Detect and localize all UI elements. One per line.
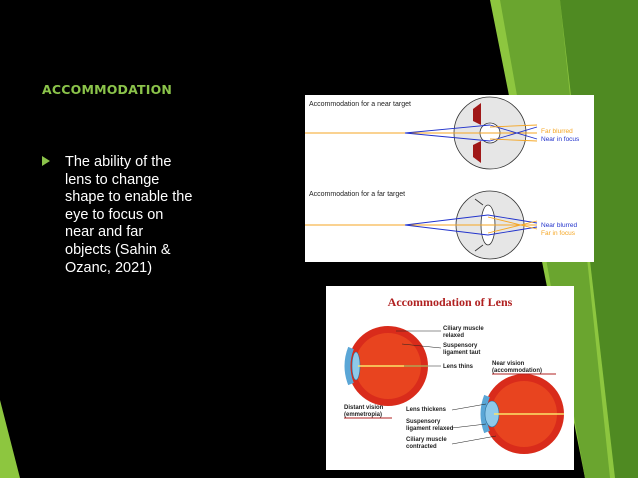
- label-near-vision-2: (accommodation): [492, 368, 543, 374]
- label-suspensory-taut-1: Suspensory: [443, 343, 478, 349]
- accommodation-of-lens-diagram: [326, 286, 574, 470]
- label-ciliary-relaxed-2: relaxed: [443, 333, 465, 339]
- label-suspensory-relaxed-1: Suspensory: [406, 419, 441, 425]
- label-ciliary-contracted-2: contracted: [406, 444, 437, 450]
- label-lens-thickens: Lens thickens: [406, 407, 447, 413]
- accommodation-diagram: [305, 95, 594, 262]
- far-label-far-focus: Far in focus: [541, 230, 575, 237]
- near-label-far-blurred: Far blurred: [541, 128, 573, 135]
- label-suspensory-relaxed-2: ligament relaxed: [406, 426, 454, 432]
- green-accent-bottom-left: [0, 400, 20, 478]
- bullet-text: The ability of the lens to change shape to enable the eye to focus on near and far objects (Sahin & Ozanc, 2021): [65, 154, 193, 276]
- slide-title: ACCOMMODATION: [42, 82, 173, 97]
- bullet-arrow-icon: [42, 156, 50, 166]
- near-vision-eye: [484, 374, 565, 454]
- label-distant-vision-1: Distant vision: [344, 405, 384, 411]
- label-distant-vision-2: (emmetropia): [344, 412, 383, 418]
- label-lens-thins: Lens thins: [443, 364, 474, 370]
- label-ciliary-contracted-1: Ciliary muscle: [406, 437, 447, 443]
- label-near-vision-1: Near vision: [492, 361, 525, 367]
- lens-diagram-title: Accommodation of Lens: [387, 295, 513, 309]
- near-target-caption: Accommodation for a near target: [309, 101, 411, 108]
- far-label-near-blurred: Near blurred: [541, 222, 578, 229]
- near-label-near-focus: Near in focus: [541, 136, 580, 143]
- far-target-caption: Accommodation for a far target: [309, 191, 406, 198]
- label-suspensory-taut-2: ligament taut: [443, 350, 481, 356]
- label-ciliary-relaxed-1: Ciliary muscle: [443, 326, 484, 332]
